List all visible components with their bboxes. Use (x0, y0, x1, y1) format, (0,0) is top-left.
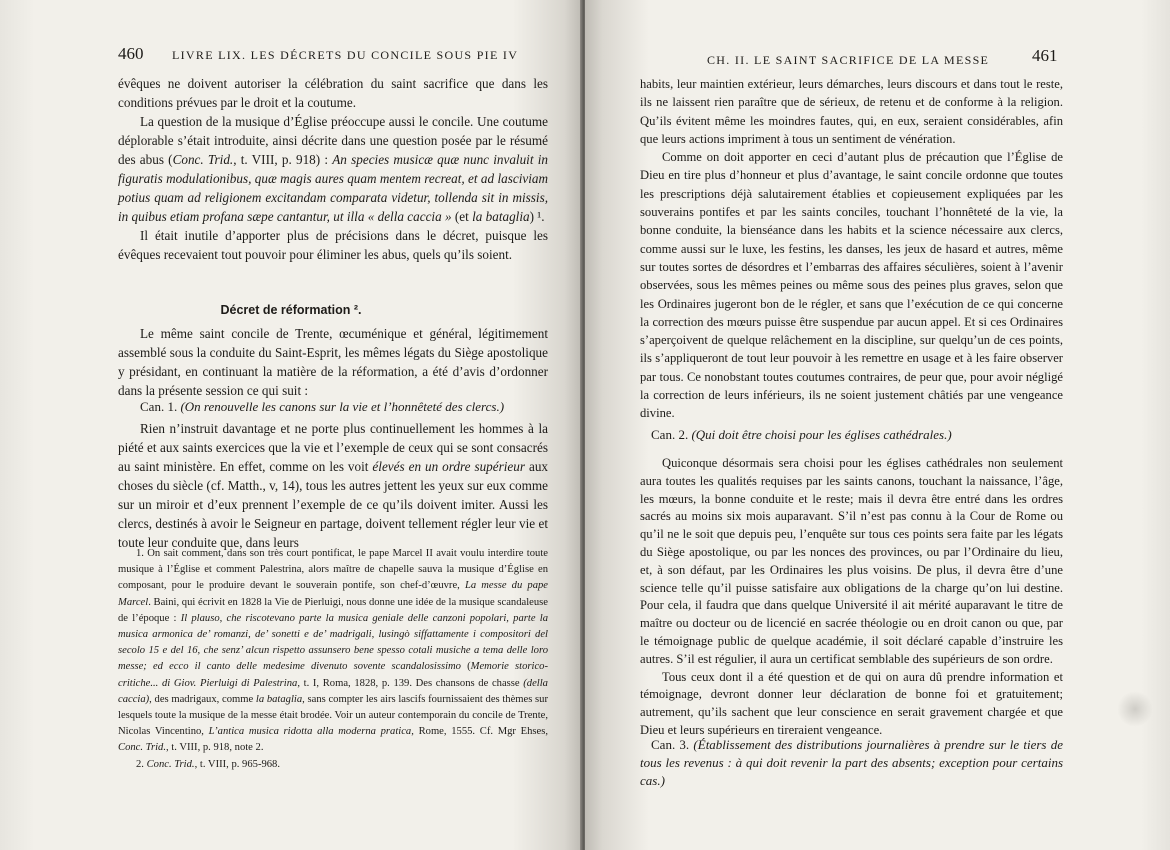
paragraph: Il était inutile d’apporter plus de précisions dans le décret, puisque les évêques recevaient tout pouvoir pour éliminer les abus, quels qu’ils soient. (118, 228, 548, 262)
paragraph: Tous ceux dont il a été question et de qui on aura dû prendre information et témoignage, devront donner leur déclaration de bonne foi et gratuitement; autrement, qu’ils sachent que leur conscience en serait gravement chargée et que Dieu et leurs supérieurs en tireraient vengeance. (640, 669, 1063, 737)
decree-text (118, 324, 548, 400)
running-head: LIVRE LIX. LES DÉCRETS DU CONCILE SOUS PIE IV (172, 48, 519, 62)
canon-1-text (118, 419, 548, 552)
footnote-2: 2. Conc. Trid., t. VIII, p. 965-968. (136, 758, 281, 770)
canon-1-heading (140, 398, 548, 416)
paragraph: Rien n’instruit davantage et ne porte plus continuellement les hommes à la piété et aux saints exercices que la vie et l’exemple de ceux qui se sont consacrés au saint ministère. En effet, comme on les voit élevés en un ordre supérieur aux choses du siècle (cf. Matth., v, 14), tous les autres jettent les yeux sur eux comme sur un miroir et d’eux prennent l’exemple de ce qu’ils doivent imiter. Aussi les clercs, destinés à avoir le Seigneur en partage, doivent tellement régler leur vie et toute leur conduite que, dans leurs (118, 421, 549, 550)
canon-title: (On renouvelle les canons sur la vie et l’honnêteté des clercs.) (180, 399, 505, 414)
canon-label: Can. 3. (651, 737, 690, 752)
page-number: 461 (1032, 46, 1058, 65)
right-body-canon-2 (640, 455, 1063, 740)
canon-title: (Qui doit être choisi pour les églises cathédrales.) (691, 427, 952, 442)
canon-2-heading (651, 426, 1063, 444)
section-heading: Décret de réformation ². (220, 303, 362, 317)
canon-title: (Établissement des distributions journalières à prendre sur le tiers de tous les revenus : à qui doit revenir la part des absents; exception pour certains cas.) (640, 737, 1063, 788)
right-page (585, 0, 1170, 850)
paragraph: habits, leur maintien extérieur, leurs démarches, leurs discours et dans tout le reste, ils ne laissent rien paraître que de sérieux, de retenu et de conforme à la religion. Qu’ils évitent même les moindres fautes, qui, en eux, seraient considérables, afin que leurs actions impriment à tous un sentiment de vénération. (640, 77, 1063, 146)
footnotes (118, 546, 548, 773)
running-head: CH. II. LE SAINT SACRIFICE DE LA MESSE (707, 53, 990, 67)
paragraph: Le même saint concile de Trente, œcuménique et général, légitimement assemblé sous la conduite du Saint-Esprit, les mêmes légats du Siège apostolique y présidant, en continuant la matière de la réformation, a été d’avis d’ordonner dans la présente session ce qui suit : (118, 326, 548, 398)
page-smudge (1118, 690, 1152, 728)
left-body-text (118, 74, 548, 264)
paragraph-music: La question de la musique d’Église préoccupe aussi le concile. Une coutume déplorable s’était introduite, ainsi décrite dans une question posée par le résumé des abus (Conc. Trid., t. VIII, p. 918) : An species musicæ quæ nunc invaluit in figuratis modulationibus, quæ magis aures quam mentem recreat, et ad lasciviam potius quam ad religionem excitandam comparata videtur, tollenda sit in missis, in quibus etiam profana sæpe cantantur, ut illa « della caccia » (et la bataglia) ¹. (118, 114, 548, 224)
right-body-top (640, 75, 1063, 423)
paragraph: Comme on doit apporter en ceci d’autant plus de précaution que l’Église de Dieu en tire plus d’honneur et plus d’avantage, le saint concile ordonne que toutes les prescriptions déjà salutairement établies et copieusement expliquées par les souverains pontifes et par les saints conciles, touchant l’honnêteté de la vie, la bonne conduite, la bienséance dans les habits et la science nécessaire aux clercs, comme aussi sur le luxe, les festins, les danses, les jeux de hasard et autres, même sur toutes sortes de désordres et l’embarras des affaires séculières, soient à l’avenir observées, sous les mêmes peines ou même sous des peines plus graves, selon que les Ordinaires jugeront bon de le régler, et sans que l’exécution de ce qui concerne la correction des mœurs puisse être suspendue par aucun appel. Et si ces Ordinaires s’aperçoivent de quelque relâchement en la discipline, sur quelqu’un de ces points, ils s’appliqueront de tout leur pouvoir à les remettre en usage et à les faire observer par tous. Ce nonobstant toutes coutumes contraires, de peur que, pour avoir négligé la correction de leurs inférieurs, ils ne soient justement châtiés par une vengeance divine. (640, 150, 1063, 421)
paragraph: évêques ne doivent autoriser la célébration du saint sacrifice que dans les conditions prévues par le droit et la coutume. (118, 76, 548, 110)
canon-label: Can. 2. (651, 427, 689, 442)
left-page (0, 0, 582, 850)
canon-3-heading (640, 736, 1063, 790)
footnote-1: 1. On sait comment, dans son très court pontificat, le pape Marcel II avait voulu interdire toute musique à l’Église et comment Palestrina, alors maître de chapelle sauva la musique d’Église en composant, pour le produire devant le souverain pontife, son chef-d’œuvre, La messe du pape Marcel. Baini, qui écrivit en 1828 la Vie de Pierluigi, nous donne une idée de la musique scandaleuse de l’époque : Il plauso, che riscotevano parte la musica geniale delle canzoni popolari, parte la musica armonica de’ romanzi, de’ sonetti e de’ madrigali, lusingò siffattamente i compositori del secolo 15 e del 16, che senz’ alcun rispetto assunsero bene spesso cotali musiche a tema delle loro messe; ed ecco il canto delle medesime divenuto sovente scandalosissimo (Memorie storico-critiche... di Giov. Pierluigi di Palestrina, t. I, Roma, 1828, p. 139. Des chansons de chasse (della caccia), des madrigaux, comme la bataglia, sans compter les airs lascifs fournissaient des thèmes sur lesquels toute la musique de la messe était brodée. Voir un auteur contemporain du concile de Trente, Nicolas Vincentino, L’antica musica ridotta alla moderna pratica, Rome, 1555. Cf. Mgr Ehses, Conc. Trid., t. VIII, p. 918, note 2. (118, 548, 549, 754)
canon-label: Can. 1. (140, 399, 178, 414)
paragraph: Quiconque désormais sera choisi pour les églises cathédrales non seulement aura toutes les qualités requises par les saints canons, touchant la naissance, l’âge, les mœurs, la bonne conduite et le reste; mais il devra être entré dans les ordres sacrés au moins six mois auparavant. S’il n’est pas connu à la Cour de Rome ou qu’il ne le soit que depuis peu, l’enquête sur tous ces points sera faite par les légats du Siège apostolique, ou par les nonces des provinces, ou par l’Ordinaire du lieu, et, à son défaut, par les Ordinaires les plus voisins. De plus, il devra être d’une science telle qu’il puisse satisfaire aux obligations de la charge qu’on lui destine. Pour cela, il faudra que dans quelque Université il ait mérité auparavant le titre de maître ou docteur ou de licencié en sacrée théologie ou en droit canon ou que, par le témoignage public de quelque académie, il soit déclaré capable d’instruire les autres. S’il est régulier, il aura un certificat semblable des supérieurs de son ordre. (640, 456, 1063, 666)
page-number: 460 (118, 44, 144, 63)
